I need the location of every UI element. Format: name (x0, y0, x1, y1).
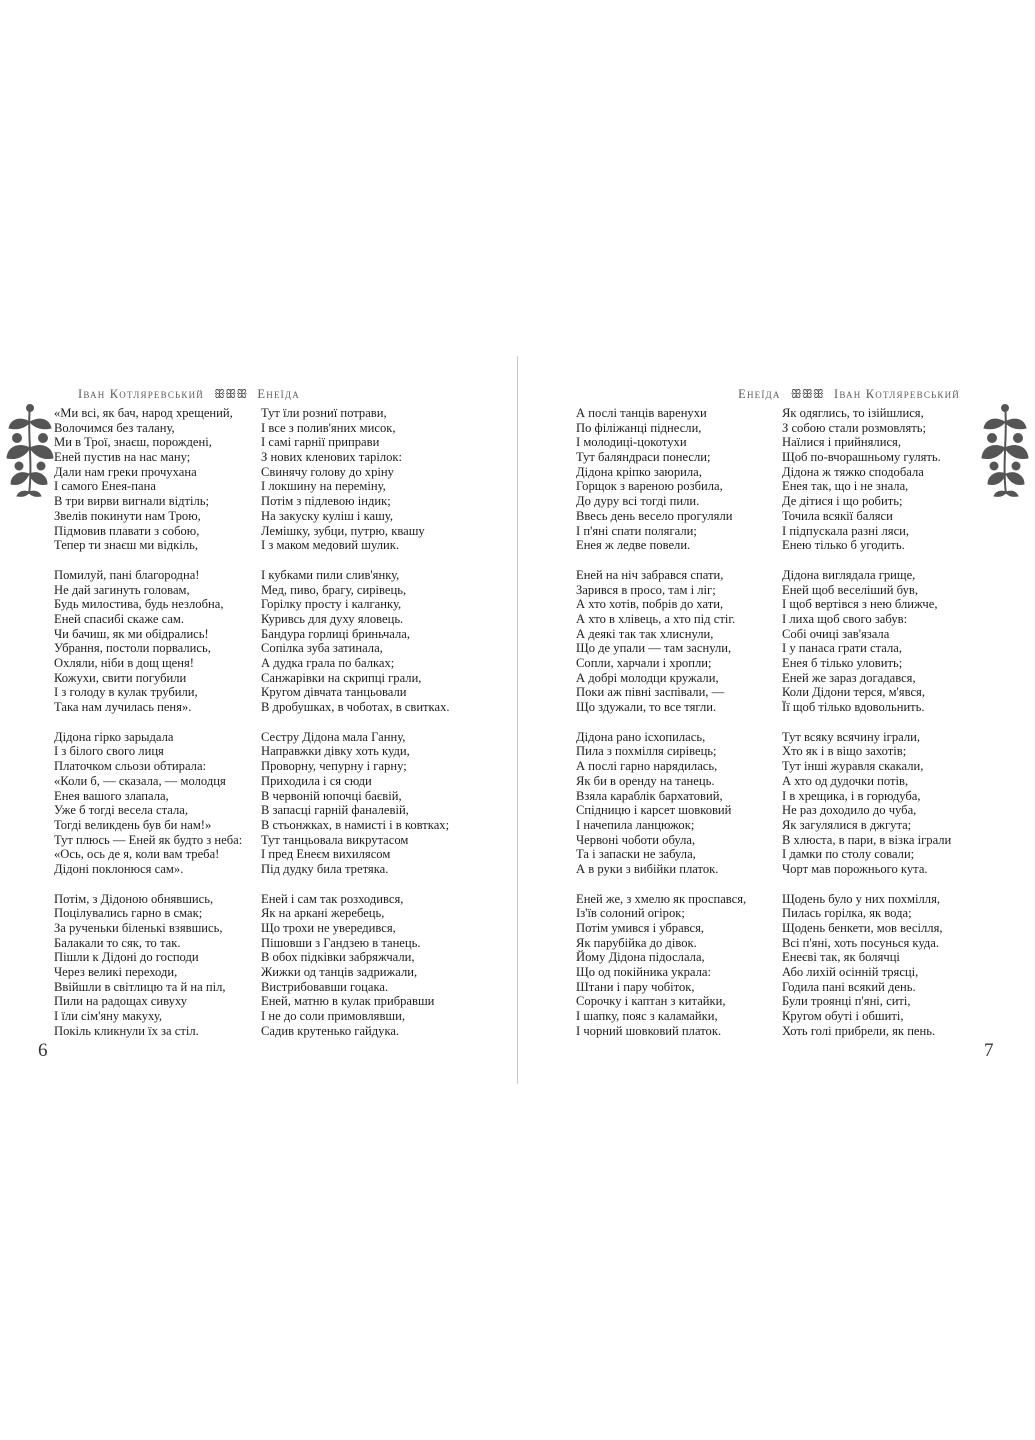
verse-line: Енея б тілько уловить; (782, 656, 903, 670)
verse-line: І самого Енея-пана (54, 479, 156, 494)
verse-line: Що де упали — там заснули, (576, 641, 732, 656)
verse-line: В хлюста, в пари, в візка іграли (782, 832, 952, 847)
verse-line: За рученьки біленькі взявшись, (54, 921, 223, 935)
verse-line: Як парубійка до дівок. (576, 935, 697, 950)
poem-column (576, 406, 786, 1054)
verse-line: Куривсь для духу яловець. (261, 611, 404, 626)
verse-line: Не раз доходило до чуба, (782, 803, 917, 818)
verse-line: З нових кленових тарілок: (261, 450, 403, 465)
verse-line: Пішли к Дідоні до господи (54, 950, 199, 965)
verse-line: Енея вашого злапала, (54, 788, 169, 803)
verse-line: І з маком медовий шулик. (261, 538, 399, 553)
verse-line: Горщок з вареною розбила, (576, 479, 723, 494)
verse-line: Дідона виглядала грище, (782, 567, 916, 582)
verse-line: А послі гарно нарядилась, (576, 759, 718, 774)
verse-line: І локшину на переміну, (261, 479, 386, 494)
verse-line: Через великі переходи, (54, 965, 178, 980)
verse-line: Зарився в просо, там і ліг; (576, 582, 716, 597)
verse-line: Звелів покинути нам Трою, (54, 508, 201, 523)
verse-line: Мед, пиво, брагу, сирівець, (261, 582, 407, 597)
verse-line: Енеєві так, як болячці (782, 950, 900, 965)
verse-line: Дідона гірко зарыдала (54, 729, 174, 744)
stanza (54, 892, 264, 1039)
verse-line: Ввесь день весело прогуляли (576, 508, 733, 523)
verse-line: Жижки од танців задрижали, (261, 965, 418, 980)
verse-line: В дробушках, в чоботах, в свитках. (261, 700, 450, 715)
verse-line: Чи бачиш, як ми обідрались! (54, 626, 209, 641)
verse-line: Ми в Трої, знаєш, порождені, (54, 435, 212, 450)
stanza (576, 730, 786, 877)
stanza (54, 406, 264, 553)
verse-line: А хто од дудочки потів, (782, 773, 909, 788)
verse-line: І щоб вертівся з нею ближче, (782, 597, 938, 612)
verse-line: Червоні чоботи обула, (576, 832, 696, 847)
verse-line: Бандура горлиці бриньчала, (261, 626, 411, 641)
verse-line: Еней і сам так розходився, (261, 891, 404, 906)
verse-line: Еней же зараз догадався, (782, 670, 916, 685)
verse-line: Чорт мав порожнього кута. (782, 861, 928, 876)
verse-line: Тогді великдень був би нам!» (54, 817, 212, 832)
verse-line: Дали нам греки прочухана (54, 464, 197, 479)
stanza (261, 892, 471, 1039)
verse-line: Еней, матню в кулак прибравши (261, 994, 435, 1009)
verse-line: Балакали то сяк, то так. (54, 935, 181, 950)
verse-line: І начепила ланцюжок; (576, 817, 695, 832)
verse-line: Хоть голі прибрели, як пень. (782, 1023, 936, 1038)
verse-line: Як одяглись, то ізійшлися, (782, 406, 924, 420)
verse-line: Сопли, харчали і хропли; (576, 656, 712, 670)
header-title: Енеїда (738, 387, 781, 401)
verse-line: Дідона ж тяжко сподобала (782, 464, 924, 479)
verse-line: Свинячу голову до хріну (261, 464, 394, 479)
header-title: Енеїда (257, 387, 300, 401)
verse-line: Енея ж ледве повели. (576, 538, 691, 553)
verse-line: Еней же, з хмелю як проспався, (576, 891, 747, 906)
verse-line: Будь милостива, будь незлобна, (54, 597, 224, 612)
verse-line: І кубками пили слив'янку, (261, 567, 400, 582)
verse-line: А добрі молодци кружали, (576, 670, 719, 685)
verse-line: Убрання, постоли порвались, (54, 641, 211, 656)
verse-line: Наїлися і прийнялися, (782, 435, 901, 450)
verse-line: Пилась горілка, як вода; (782, 906, 912, 921)
verse-line: Потім з підлевою індик; (261, 494, 391, 509)
verse-line: І їли сім'яну макуху, (54, 1009, 163, 1024)
verse-line: Йому Дідона підослала, (576, 950, 705, 965)
verse-line: Точила всякії баляси (782, 508, 893, 523)
verse-line: Направжки дівку хоть куди, (261, 744, 410, 759)
verse-line: І з голоду в кулак трубили, (54, 685, 198, 700)
stanza (782, 406, 992, 553)
verse-line: Проворну, чепурну і гарну; (261, 759, 407, 774)
verse-line: Тут їли розниї потрави, (261, 406, 387, 420)
verse-line: З собою стали розмовлять; (782, 420, 926, 435)
verse-line: Тепер ти знаєш ми відкіль, (54, 538, 199, 553)
verse-line: Еней на ніч забрався спати, (576, 567, 724, 582)
verse-line: Вистрибовавши гоцака. (261, 979, 389, 994)
verse-line: Не дай загинуть головам, (54, 582, 190, 597)
stanza (576, 568, 786, 715)
verse-line: Пішовши з Гандзею в танець. (261, 935, 421, 950)
verse-line: Її щоб тілько вдовольнить. (782, 700, 925, 715)
header-separator-ornament: ꕥꕥꕥ (214, 387, 248, 401)
verse-line: Санжарівки на скрипці грали, (261, 670, 422, 685)
verse-line: Підмовив плавати з собою, (54, 523, 200, 538)
verse-line: На закуску куліш і кашу, (261, 508, 393, 523)
verse-line: Дідоні поклонюся сам». (54, 861, 184, 876)
stanza (261, 406, 471, 553)
verse-line: Тут танцьовала викрутасом (261, 832, 409, 847)
verse-line: Лемішку, зубци, путрю, квашу (261, 523, 425, 538)
verse-line: Годила пані всякий день. (782, 979, 916, 994)
verse-line: Пила з похмілля сирівець; (576, 744, 717, 759)
verse-line: Із'їв солоний огірок; (576, 906, 685, 921)
verse-line: В обох підківки забряжчали, (261, 950, 415, 965)
verse-line: Уже б тогді весела стала, (54, 803, 188, 818)
verse-line: Коли Дідони терся, м'явся, (782, 685, 926, 700)
verse-line: Спідницю і карсет шовковий (576, 803, 732, 818)
verse-line: Що од покійника украла: (576, 965, 711, 980)
verse-line: А дудка грала по балках; (261, 656, 395, 670)
verse-line: І пред Енеєм вихилясом (261, 847, 391, 862)
verse-line: Тут всяку всячину іграли, (782, 729, 921, 744)
verse-line: Покіль кликнули їх за стіл. (54, 1023, 199, 1038)
verse-line: Еней пустив на нас ману; (54, 450, 191, 465)
verse-line: «Ось, ось де я, коли вам треба! (54, 847, 220, 862)
verse-line: Взяла караблік бархатовий, (576, 788, 723, 803)
verse-line: І все з полив'яних мисок, (261, 420, 396, 435)
verse-line: Що здужали, то все тягли. (576, 700, 717, 715)
verse-line: Еней щоб веселіший був, (782, 582, 918, 597)
verse-line: Еней спасибі скаже сам. (54, 611, 185, 626)
verse-line: І в хрещика, і в горюдуба, (782, 788, 921, 803)
verse-line: А деякі так так хлиснули, (576, 626, 714, 641)
verse-line: А в руки з вибійки платок. (576, 861, 719, 876)
stanza (576, 406, 786, 553)
verse-line: Штани і пару чобіток, (576, 979, 695, 994)
verse-line: Дідона кріпко заюрила, (576, 464, 702, 479)
left-running-head (78, 387, 300, 402)
floral-ornament-icon (5, 402, 55, 498)
verse-line: Були троянці п'яні, ситі, (782, 994, 911, 1009)
verse-line: Така нам лучилась пеня». (54, 700, 192, 715)
stanza (261, 568, 471, 715)
verse-line: Енея так, що і не знала, (782, 479, 909, 494)
stanza (782, 568, 992, 715)
stanza (576, 892, 786, 1039)
verse-line: І чорний шовковий платок. (576, 1023, 722, 1038)
stanza (782, 730, 992, 877)
verse-line: І у панаса грати стала, (782, 641, 903, 656)
verse-line: Сопілка зуба затинала, (261, 641, 383, 656)
verse-line: І з білого свого лиця (54, 744, 164, 759)
verse-line: І дамки по столу совали; (782, 847, 915, 862)
verse-line: І лиха щоб свого забув: (782, 611, 908, 626)
header-separator-ornament: ꕥꕥꕥ (790, 387, 824, 401)
poem-column (54, 406, 264, 1054)
verse-line: Енею тілько б угодить. (782, 538, 905, 553)
verse-line: І не до соли примовлявши, (261, 1009, 405, 1024)
verse-line: Волочимся без талану, (54, 420, 175, 435)
verse-line: Кругом дівчата танцьовали (261, 685, 407, 700)
verse-line: Як би в оренду на танець. (576, 773, 715, 788)
verse-line: Поцілувались гарно в смак; (54, 906, 203, 921)
verse-line: Щодень було у них похмілля, (782, 891, 941, 906)
verse-line: А послі танців варенухи (576, 406, 707, 420)
verse-line: А хто хотів, побрів до хати, (576, 597, 724, 612)
verse-line: Всі п'яні, хоть посунься куда. (782, 935, 939, 950)
verse-line: Ввійшли в світлицю та й на піл, (54, 979, 226, 994)
verse-line: В запасці гарній фаналевій, (261, 803, 409, 818)
verse-line: Кругом обуті і обшиті, (782, 1009, 904, 1024)
verse-line: А хто в хлівець, а хто під стіг. (576, 611, 736, 626)
verse-line: Помилуй, пані благородна! (54, 567, 200, 582)
verse-line: «Коли б, — сказала, — молодця (54, 773, 226, 788)
verse-line: Дідона рано ісхопилась, (576, 729, 706, 744)
verse-line: До дуру всі тогді пили. (576, 494, 700, 509)
verse-line: Охляли, ніби в дощ щеня! (54, 656, 194, 670)
verse-line: Щоб по-вчорашньому гулять. (782, 450, 941, 465)
verse-line: Та і запаски не забула, (576, 847, 696, 862)
header-author: Іван Котляревський (78, 387, 204, 401)
verse-line: Кожухи, свити погубили (54, 670, 187, 685)
verse-line: По філіжанці піднесли, (576, 420, 702, 435)
verse-line: Під дудку била третяка. (261, 861, 389, 876)
verse-line: В три вирви вигнали відтіль; (54, 494, 210, 509)
poem-column (782, 406, 992, 1054)
verse-line: Або лихій осінній трясці, (782, 965, 919, 980)
verse-line: В червоній юпочці баєвій, (261, 788, 402, 803)
verse-line: Хто як і в віщо захотів; (782, 744, 907, 759)
verse-line: І шапку, пояс з каламайки, (576, 1009, 718, 1024)
page-number: 6 (38, 1040, 48, 1061)
verse-line: І молодиці-цокотухи (576, 435, 687, 450)
verse-line: Де дітися і що робить; (782, 494, 903, 509)
verse-line: «Ми всі, як бач, народ хрещений, (54, 406, 233, 420)
verse-line: Тут плюсь — Еней як будто з неба: (54, 832, 243, 847)
verse-line: І п'яні спати полягали; (576, 523, 697, 538)
page-gutter-divider (517, 356, 518, 1084)
verse-line: І самі гарнії приправи (261, 435, 380, 450)
verse-line: І підпускала разні ляси, (782, 523, 910, 538)
stanza (261, 730, 471, 877)
verse-line: Тут інші журавля скакали, (782, 759, 924, 774)
stanza (782, 892, 992, 1039)
stanza (54, 568, 264, 715)
verse-line: Поки аж півні заспівали, — (576, 685, 725, 700)
verse-line: Горілку просту і калганку, (261, 597, 402, 612)
verse-line: Садив крутенько гайдука. (261, 1023, 400, 1038)
right-running-head (738, 387, 960, 402)
verse-line: Як на аркані жеребець, (261, 906, 385, 921)
poem-column (261, 406, 471, 1054)
verse-line: Сорочку і каптан з китайки, (576, 994, 726, 1009)
verse-line: Потім, з Дідоною обнявшись, (54, 891, 214, 906)
verse-line: Як загулялися в джгута; (782, 817, 912, 832)
verse-line: Щодень бенкети, мов весілля, (782, 921, 943, 935)
verse-line: Потім умився і убрався, (576, 921, 705, 935)
verse-line: Що трохи не увередився, (261, 921, 396, 935)
header-author: Іван Котляревський (834, 387, 960, 401)
verse-line: В стьонжках, в намисті і в ковтках; (261, 817, 450, 832)
page-number: 7 (984, 1040, 994, 1061)
verse-line: Собі очиці зав'язала (782, 626, 890, 641)
verse-line: Тут баляндраси понесли; (576, 450, 711, 465)
verse-line: Приходила і ся сюди (261, 773, 372, 788)
verse-line: Платочком сльози обтирала: (54, 759, 207, 774)
verse-line: Пили на радощах сивуху (54, 994, 188, 1009)
verse-line: Сестру Дідона мала Ганну, (261, 729, 406, 744)
stanza (54, 730, 264, 877)
